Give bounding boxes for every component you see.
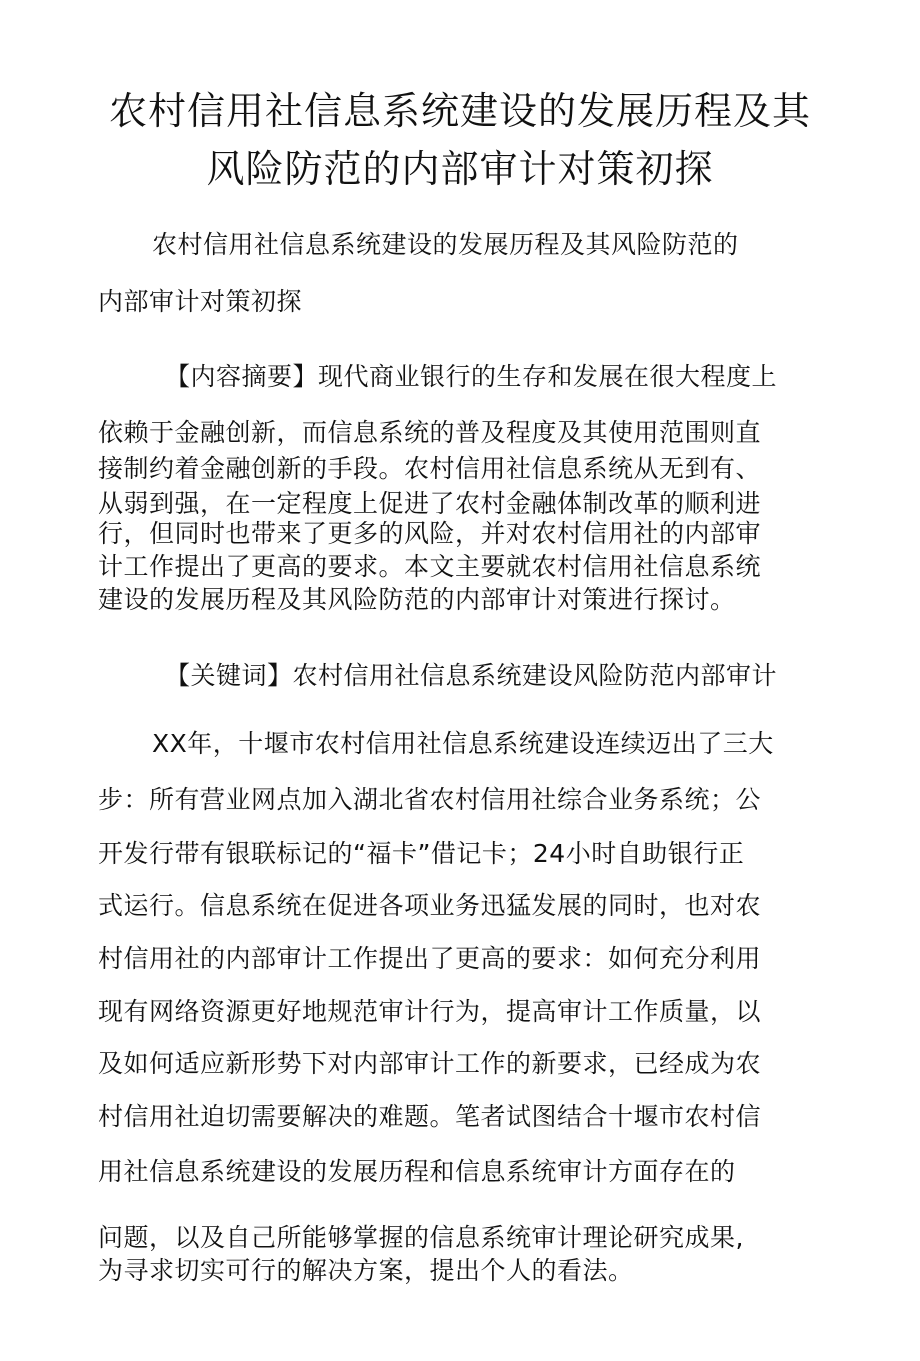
body-line: 开发行带有银联标记的“福卡”借记卡；24小时自助银行正 <box>98 839 745 868</box>
subtitle-line-1: 农村信用社信息系统建设的发展历程及其风险防范的 <box>152 230 739 259</box>
body-line: 式运行。信息系统在促进各项业务迅猛发展的同时，也对农 <box>98 891 762 920</box>
body-line: 及如何适应新形势下对内部审计工作的新要求，已经成为农 <box>98 1049 762 1078</box>
abstract-line: 行，但同时也带来了更多的风险，并对农村信用社的内部审 <box>98 519 762 548</box>
abstract-line: 接制约着金融创新的手段。农村信用社信息系统从无到有、 <box>98 454 762 483</box>
body-line: 步：所有营业网点加入湖北省农村信用社综合业务系统；公 <box>98 785 762 814</box>
title-line-1: 农村信用社信息系统建设的发展历程及其 <box>108 89 811 133</box>
body-line: 用社信息系统建设的发展历程和信息系统审计方面存在的 <box>98 1157 736 1186</box>
body-line: 村信用社迫切需要解决的难题。笔者试图结合十堰市农村信 <box>98 1102 762 1131</box>
title-line-2: 风险防范的内部审计对策初探 <box>206 147 714 191</box>
keywords-line: 【关键词】农村信用社信息系统建设风险防范内部审计 <box>165 661 778 690</box>
body-tail-line: 为寻求切实可行的解决方案，提出个人的看法。 <box>98 1256 634 1285</box>
abstract-line: 计工作提出了更高的要求。本文主要就农村信用社信息系统 <box>98 552 762 581</box>
body-tail-line: 问题，以及自己所能够掌握的信息系统审计理论研究成果, <box>98 1223 744 1252</box>
abstract-heading-line: 【内容摘要】现代商业银行的生存和发展在很大程度上 <box>165 362 778 391</box>
body-line: 村信用社的内部审计工作提出了更高的要求：如何充分利用 <box>98 944 762 973</box>
abstract-line: 从弱到强，在一定程度上促进了农村金融体制改革的顺利进 <box>98 489 762 518</box>
subtitle-line-2: 内部审计对策初探 <box>98 287 303 316</box>
body-line: XX年，十堰市农村信用社信息系统建设连续迈出了三大 <box>152 729 774 758</box>
abstract-line: 依赖于金融创新，而信息系统的普及程度及其使用范围则直 <box>98 418 762 447</box>
body-line: 现有网络资源更好地规范审计行为，提高审计工作质量，以 <box>98 997 762 1026</box>
abstract-line: 建设的发展历程及其风险防范的内部审计对策进行探讨。 <box>98 585 736 614</box>
